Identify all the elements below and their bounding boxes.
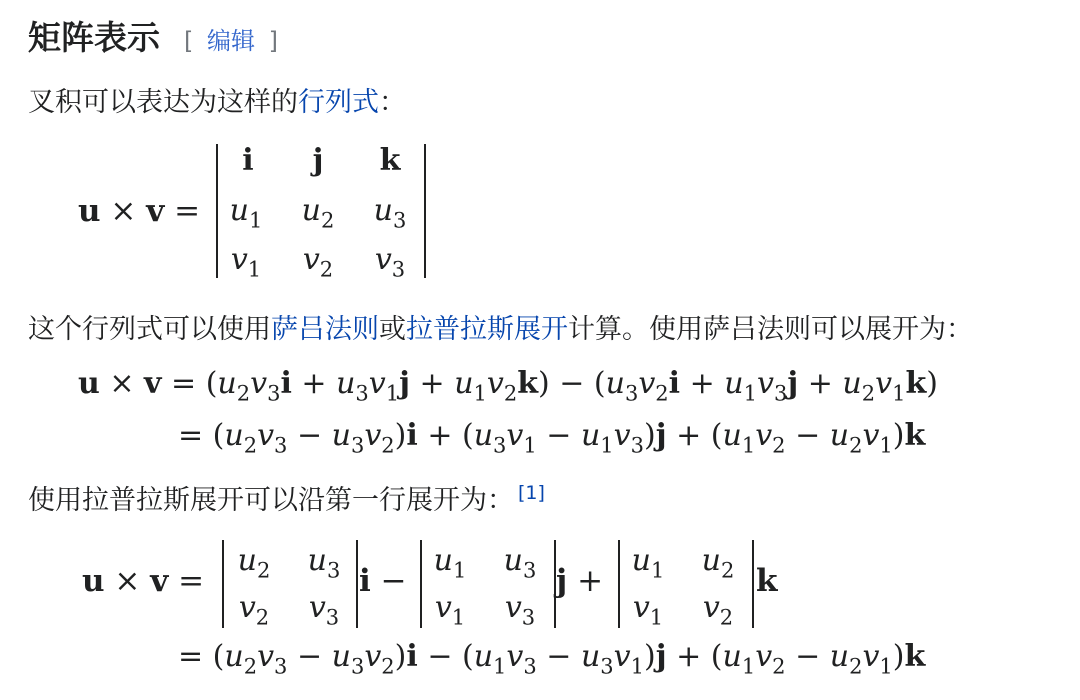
paragraph-text: 或 bbox=[379, 314, 406, 345]
matrix-cell: $v_2$ bbox=[238, 590, 270, 630]
paragraph-laplace bbox=[28, 478, 545, 517]
section-heading bbox=[28, 12, 278, 59]
matrix-cell: $u_1$ bbox=[229, 193, 263, 233]
matrix-cell: $v_3$ bbox=[308, 590, 340, 630]
formula-op: j + bbox=[556, 563, 604, 599]
link-laplace-expansion[interactable]: 拉普拉斯展开 bbox=[406, 314, 568, 345]
matrix-cell: $u_2$ bbox=[301, 193, 335, 233]
matrix-cell: $u_3$ bbox=[373, 193, 407, 233]
formula-line: = $(u_2v_3 - u_3v_2)i - (u_1v_3 - u_3v_1)j + (u_1v_2 - u_2v_1)k$ bbox=[178, 639, 926, 679]
paragraph-text: 计算。使用萨吕法则可以展开为： bbox=[568, 314, 973, 345]
matrix-cell: $u_2$ bbox=[237, 543, 271, 583]
formula-lhs: u × v = bbox=[78, 193, 201, 229]
matrix-cell: $v_3$ bbox=[504, 590, 536, 630]
section-title: 矩阵表示 bbox=[28, 18, 160, 57]
matrix-cell: $v_2$ bbox=[702, 590, 734, 630]
paragraph-sarrus bbox=[28, 307, 973, 346]
matrix-cell: $u_3$ bbox=[503, 543, 537, 583]
paragraph-intro bbox=[28, 80, 406, 119]
matrix-cell: $u_1$ bbox=[631, 543, 665, 583]
paragraph-text: 叉积可以表达为这样的 bbox=[28, 87, 298, 118]
matrix-cell: $v_2$ bbox=[302, 242, 334, 282]
edit-section bbox=[184, 21, 278, 56]
matrix-cell: $v_1$ bbox=[632, 590, 664, 630]
matrix-cell: k bbox=[379, 143, 401, 178]
matrix-cell: $u_2$ bbox=[701, 543, 735, 583]
matrix-cell: j bbox=[312, 143, 324, 178]
formula-lhs: u × v = bbox=[82, 563, 205, 599]
edit-bracket-open: [ bbox=[184, 27, 194, 55]
edit-bracket-close: ] bbox=[268, 27, 279, 55]
edit-link[interactable]: 编辑 bbox=[207, 27, 256, 55]
formula-line: = $(u_2v_3 - u_3v_2)i + (u_3v_1 - u_1v_3)j + (u_1v_2 - u_2v_1)k$ bbox=[178, 418, 926, 458]
matrix-cell: $u_1$ bbox=[433, 543, 467, 583]
formula-line: $u \times v = (u_2v_3i + u_3v_1j + u_1v_2k) - (u_3v_2i + u_1v_3j + u_2v_1k)$ bbox=[78, 366, 938, 406]
link-sarrus-rule[interactable]: 萨吕法则 bbox=[271, 314, 379, 345]
link-determinant[interactable]: 行列式 bbox=[298, 87, 379, 118]
matrix-cell: i bbox=[242, 143, 254, 178]
paragraph-text: 使用拉普拉斯展开可以沿第一行展开为： bbox=[28, 485, 514, 516]
matrix-cell: $v_1$ bbox=[434, 590, 466, 630]
matrix-cell: $u_3$ bbox=[307, 543, 341, 583]
paragraph-colon: ： bbox=[379, 87, 406, 118]
citation-link[interactable]: [1] bbox=[518, 482, 545, 504]
matrix-cell: $v_1$ bbox=[230, 242, 262, 282]
formula-op: i − bbox=[359, 563, 407, 599]
matrix-cell: $v_3$ bbox=[374, 242, 406, 282]
paragraph-text: 这个行列式可以使用 bbox=[28, 314, 271, 345]
formula-op: k bbox=[756, 563, 778, 599]
